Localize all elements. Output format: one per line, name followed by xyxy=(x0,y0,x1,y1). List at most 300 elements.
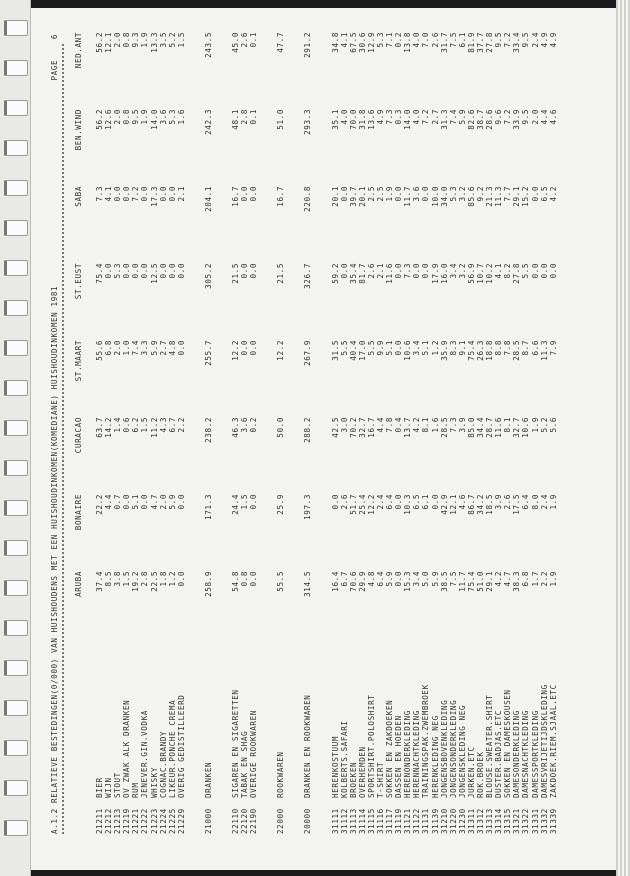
row-code: 21211 xyxy=(95,808,104,834)
cell-value: 25.4 xyxy=(357,494,367,515)
cell-value: 3.4 xyxy=(448,263,458,279)
cell-value: 25.9 xyxy=(276,494,286,515)
table-row xyxy=(503,32,512,834)
cell-value: 7.5 xyxy=(448,571,458,587)
cell-value: 7.2 xyxy=(421,109,431,125)
cell-value: 7.7 xyxy=(503,186,513,202)
cell-value: 5.3 xyxy=(167,109,177,125)
cell-value: 33.4 xyxy=(512,32,522,53)
row-label: DRANKEN xyxy=(203,761,213,798)
cell-value: 11.2 xyxy=(149,417,159,438)
row-code: 22110 xyxy=(231,808,241,834)
row-code: 31114 xyxy=(357,808,367,834)
cell-value: 288.2 xyxy=(303,417,313,443)
ring xyxy=(4,500,28,516)
row-code: 22120 xyxy=(240,808,250,834)
cell-value: 11.7 xyxy=(457,571,467,592)
cell-value: 0.0 xyxy=(249,263,259,279)
table-row xyxy=(403,32,412,834)
cell-value: 82.6 xyxy=(466,109,476,130)
cell-value: 6.1 xyxy=(457,32,467,48)
row-code: 22190 xyxy=(249,808,259,834)
data-table xyxy=(72,32,558,834)
cell-value: 59.2 xyxy=(330,263,340,284)
cell-value: 1.5 xyxy=(176,32,186,48)
cell-value: 2.0 xyxy=(530,109,540,125)
cell-value: 0.0 xyxy=(394,571,404,587)
cell-value: 6.4 xyxy=(385,494,395,510)
cell-value: 7.3 xyxy=(385,109,395,125)
cell-value: 1.5 xyxy=(240,494,250,510)
cell-value: 35.4 xyxy=(348,263,358,284)
cell-value: 2.0 xyxy=(113,109,123,125)
table-row xyxy=(140,32,149,834)
cell-value: 4.9 xyxy=(548,32,558,48)
cell-value: 0.0 xyxy=(122,263,132,279)
row-code: 31339 xyxy=(548,808,558,834)
cell-value: 0.0 xyxy=(140,186,150,202)
cell-value: 2.5 xyxy=(375,186,385,202)
cell-value: 10.6 xyxy=(521,417,531,438)
cell-value: 86.7 xyxy=(466,494,476,515)
col-header-ned-ant: NED.ANT xyxy=(74,32,83,69)
row-label: OVERIG GEDISTILLEERD xyxy=(176,694,186,798)
cell-value: 5.5 xyxy=(366,340,376,356)
row-label: COGNAC.BRANDY xyxy=(158,730,168,798)
cell-value: 55.6 xyxy=(95,340,104,361)
cell-value: 9.1 xyxy=(457,340,467,356)
cell-value: 35.1 xyxy=(330,109,340,130)
cell-value: 2.6 xyxy=(366,263,376,279)
cell-value: 40.4 xyxy=(348,340,358,361)
cell-value: 0.3 xyxy=(394,109,404,125)
cell-value: 34.4 xyxy=(476,417,485,438)
cell-value: 6.6 xyxy=(530,340,540,356)
row-label: KOLBERTS.SAFARI xyxy=(339,720,349,798)
row-code: 21229 xyxy=(176,808,186,834)
cell-value: 5.9 xyxy=(430,571,440,587)
cell-value: 5.0 xyxy=(421,571,431,587)
row-code: 31112 xyxy=(339,808,349,834)
cell-value: 8.1 xyxy=(421,417,431,433)
ring xyxy=(4,380,28,396)
cell-value: 13.6 xyxy=(366,109,376,130)
cell-value: 0.0 xyxy=(339,263,349,279)
row-label: TABAK EN SHAG xyxy=(240,730,250,798)
cell-value: 42.5 xyxy=(330,417,340,438)
cell-value: 6.4 xyxy=(521,494,531,510)
cell-value: 32.7 xyxy=(357,417,367,438)
table-row xyxy=(476,32,485,834)
cell-value: 0.0 xyxy=(394,494,404,510)
cell-value: 6.5 xyxy=(412,494,422,510)
cell-value: 3.8 xyxy=(113,571,123,587)
cell-value: 0.0 xyxy=(240,263,250,279)
document-title: A.1.2 RELATIEVE BESTEDINGEN(0/000) VAN HUISHOUDENS MET EEN HUISHOUDINKOMEN(KOMEDIANE) HUISHOUDINKOMEN 1981 xyxy=(50,285,59,834)
cell-value: 0.0 xyxy=(530,186,540,202)
cell-value: 0.0 xyxy=(394,263,404,279)
row-code: 21221 xyxy=(131,808,141,834)
cell-value: 8.0 xyxy=(530,494,540,510)
row-code: 31220 xyxy=(448,808,458,834)
row-label: OVERIGE ROOKWAREN xyxy=(249,710,259,798)
table-row xyxy=(521,32,530,834)
cell-value: 0.2 xyxy=(394,32,404,48)
cell-value: 1.4 xyxy=(113,417,123,433)
cell-value: 3.5 xyxy=(158,32,168,48)
cell-value: 20.1 xyxy=(330,186,340,207)
cell-value: 5.1 xyxy=(385,340,395,356)
cell-value: 242.3 xyxy=(203,109,213,135)
table-row xyxy=(512,32,521,834)
cell-value: 4.1 xyxy=(494,263,504,279)
table-row xyxy=(494,32,503,834)
cell-value: 4.6 xyxy=(548,109,558,125)
cell-value: 0.0 xyxy=(330,494,340,510)
ring xyxy=(4,140,28,156)
row-code: 31332 xyxy=(539,808,549,834)
cell-value: 1.6 xyxy=(430,417,440,433)
cell-value: 0.8 xyxy=(240,571,250,587)
cell-value: 0.0 xyxy=(394,340,404,356)
cell-value: 13.3 xyxy=(149,32,159,53)
row-label: T-SHIRT xyxy=(375,761,385,798)
cell-value: 4.1 xyxy=(339,32,349,48)
cell-value: 10.7 xyxy=(476,263,485,284)
ring xyxy=(4,700,28,716)
cell-value: 38.7 xyxy=(476,109,485,130)
cell-value: 4.7 xyxy=(503,571,513,587)
cell-value: 1.5 xyxy=(122,571,132,587)
cell-value: 10.2 xyxy=(485,263,495,284)
table-row xyxy=(449,32,458,834)
cell-value: 10.6 xyxy=(403,340,413,361)
cell-value: 12.2 xyxy=(231,340,241,361)
cell-value: 11.6 xyxy=(494,417,504,438)
row-code: 31313 xyxy=(485,808,495,834)
cell-value: 4.4 xyxy=(539,109,549,125)
row-label: DASSEN EN HOEDEN xyxy=(394,715,404,798)
ring xyxy=(4,740,28,756)
row-label: SOKKEN EN ZAKDOEKEN xyxy=(385,699,395,798)
row-label: DAMESNACHTKLEDING xyxy=(521,710,531,798)
row-code: 21212 xyxy=(104,808,114,834)
table-row xyxy=(549,32,558,834)
cell-value: 0.0 xyxy=(249,340,259,356)
cell-value: 238.2 xyxy=(203,417,213,443)
header-rule xyxy=(62,44,64,834)
cell-value: 0.0 xyxy=(158,263,168,279)
cell-value: 1.9 xyxy=(530,417,540,433)
cell-value: 29.9 xyxy=(357,571,367,592)
cell-value: 21.3 xyxy=(485,186,495,207)
cell-value: 4.2 xyxy=(494,571,504,587)
cell-value: 0.0 xyxy=(421,186,431,202)
row-label: OV ZWAK ALK DRANKEN xyxy=(122,699,132,798)
table-row xyxy=(431,32,440,834)
row-label: ROOKWAREN xyxy=(276,751,286,798)
cell-value: 5.1 xyxy=(421,340,431,356)
cell-value: 6.7 xyxy=(167,417,177,433)
row-code: 31331 xyxy=(530,808,540,834)
cell-value: 255.7 xyxy=(203,340,213,366)
table-row xyxy=(440,32,449,834)
cell-value: 6.4 xyxy=(375,571,385,587)
table-row xyxy=(131,32,140,834)
cell-value: 0.0 xyxy=(548,263,558,279)
cell-value: 0.0 xyxy=(140,263,150,279)
row-code: 21224 xyxy=(158,808,168,834)
cell-value: 2.6 xyxy=(430,32,440,48)
row-code: 31121 xyxy=(403,808,413,834)
cell-value: 4.3 xyxy=(158,417,168,433)
row-label: JONGENSBOVENKLEDING xyxy=(439,699,449,798)
cell-value: 12.6 xyxy=(104,109,114,130)
cell-value: 0.0 xyxy=(249,494,259,510)
cell-value: 70.2 xyxy=(348,417,358,438)
cell-value: 9.9 xyxy=(375,340,385,356)
cell-value: 1.9 xyxy=(385,186,395,202)
cell-value: 42.9 xyxy=(439,494,449,515)
cell-value: 0.0 xyxy=(113,186,123,202)
row-code: 21219 xyxy=(122,808,132,834)
cell-value: 18.8 xyxy=(485,340,495,361)
cell-value: 21.5 xyxy=(276,263,286,284)
cell-value: 9.3 xyxy=(131,32,141,48)
cell-value: 20.1 xyxy=(357,186,367,207)
cell-value: 291.2 xyxy=(303,32,313,58)
cell-value: 10.3 xyxy=(403,494,413,515)
cell-value: 38.3 xyxy=(512,571,522,592)
col-header-st-maart: ST.MAART xyxy=(74,340,83,382)
cell-value: 0.0 xyxy=(104,263,114,279)
cell-value: 0.0 xyxy=(122,186,132,202)
cell-value: 220.8 xyxy=(303,186,313,212)
cell-value: 5.5 xyxy=(339,340,349,356)
row-label: SOKKEN EN DAMESKOUSEN xyxy=(503,689,513,798)
table-row xyxy=(467,32,476,834)
row-code: 31117 xyxy=(385,808,395,834)
table-row xyxy=(122,32,131,834)
cell-value: 63.7 xyxy=(95,417,104,438)
cell-value: 2.0 xyxy=(113,340,123,356)
cell-value: 2.6 xyxy=(503,494,513,510)
cell-value: 7.2 xyxy=(131,186,141,202)
cell-value: 11.3 xyxy=(494,186,504,207)
cell-value: 33.9 xyxy=(512,109,522,130)
cell-value: 0.0 xyxy=(249,186,259,202)
table-row xyxy=(95,32,104,834)
table-row xyxy=(204,32,213,834)
cell-value: 2.1 xyxy=(176,186,186,202)
cell-value: 243.5 xyxy=(203,32,213,58)
row-code: 31314 xyxy=(494,808,504,834)
cell-value: 32.7 xyxy=(512,417,522,438)
cell-value: 29.1 xyxy=(512,186,522,207)
cell-value: 5.9 xyxy=(149,340,159,356)
ring xyxy=(4,340,28,356)
cell-value: 10.0 xyxy=(430,186,440,207)
cell-value: 14.0 xyxy=(403,109,413,130)
cell-value: 34.0 xyxy=(439,186,449,207)
cell-value: 51.0 xyxy=(476,571,485,592)
ring xyxy=(4,460,28,476)
cell-value: 305.2 xyxy=(203,263,213,289)
row-label: DAMESSPORTKLEDING xyxy=(530,710,540,798)
cell-value: 3.9 xyxy=(457,417,467,433)
rotated-content xyxy=(26,8,616,870)
ring xyxy=(4,180,28,196)
cell-value: 2.0 xyxy=(158,494,168,510)
cell-value: 0.2 xyxy=(249,417,259,433)
row-label: DAMESONDERKLEDING xyxy=(512,710,522,798)
row-label: RUM xyxy=(131,782,141,798)
table-row xyxy=(412,32,421,834)
cell-value: 4.9 xyxy=(375,109,385,125)
cell-value: 4.6 xyxy=(457,494,467,510)
cell-value: 0.0 xyxy=(339,186,349,202)
cell-value: 5.9 xyxy=(385,571,395,587)
cell-value: 17.3 xyxy=(149,186,159,207)
cell-value: 4.2 xyxy=(412,417,422,433)
cell-value: 28.5 xyxy=(512,340,522,361)
cell-value: 3.6 xyxy=(158,109,168,125)
cell-value: 9.5 xyxy=(521,32,531,48)
cell-value: 17.5 xyxy=(512,494,522,515)
row-code: 31116 xyxy=(375,808,385,834)
cell-value: 0.8 xyxy=(122,109,132,125)
cell-value: 16.7 xyxy=(276,186,286,207)
cell-value: 6.7 xyxy=(339,571,349,587)
cell-value: 31.5 xyxy=(330,340,340,361)
table-row xyxy=(113,32,122,834)
cell-value: 5.3 xyxy=(375,32,385,48)
row-label: DAMESVRIJETIJDSKLEDING xyxy=(539,684,549,798)
cell-value: 5.3 xyxy=(113,263,123,279)
cell-value: 48.1 xyxy=(231,109,241,130)
cell-value: 314.5 xyxy=(303,571,313,597)
cell-value: 258.9 xyxy=(203,571,213,597)
cell-value: 27.8 xyxy=(512,263,522,284)
table-row xyxy=(376,32,385,834)
row-label: JENEVER.GIN.VODKA xyxy=(140,710,150,798)
cell-value: 5.2 xyxy=(539,417,549,433)
cell-value: 22.5 xyxy=(149,571,159,592)
row-label: TRAININGSPAK.ZWEMBROEK xyxy=(421,684,431,798)
row-label: JURKEN.ETC xyxy=(466,746,476,798)
cell-value: 1.5 xyxy=(140,417,150,433)
ring xyxy=(4,60,28,76)
cell-value: 2.8 xyxy=(240,109,250,125)
cell-value: 75.4 xyxy=(95,263,104,284)
cell-value: 31.7 xyxy=(439,32,449,53)
cell-value: 3.9 xyxy=(494,494,504,510)
table-row xyxy=(303,32,312,834)
cell-value: 2.2 xyxy=(176,417,186,433)
ring xyxy=(4,580,28,596)
table-row xyxy=(358,32,367,834)
cell-value: 0.1 xyxy=(249,32,259,48)
cell-value: 5.2 xyxy=(167,32,177,48)
cell-value: 3.3 xyxy=(140,340,150,356)
cell-value: 7.3 xyxy=(448,417,458,433)
row-label: BROEKEN xyxy=(348,761,358,798)
cell-value: 0.0 xyxy=(530,263,540,279)
cell-value: 0.0 xyxy=(176,494,186,510)
table-row xyxy=(249,32,258,834)
cell-value: 34.8 xyxy=(330,32,340,53)
row-code: 31210 xyxy=(439,808,449,834)
cell-value: 51.0 xyxy=(276,109,286,130)
cell-value: 51.7 xyxy=(348,494,358,515)
binder-rings xyxy=(0,0,31,876)
cell-value: 11.3 xyxy=(539,340,549,361)
cell-value: 1.9 xyxy=(140,109,150,125)
cell-value: 1.2 xyxy=(167,571,177,587)
cell-value: 70.6 xyxy=(348,571,358,592)
cell-value: 0.8 xyxy=(122,32,132,48)
table-row xyxy=(150,32,159,834)
row-label-header xyxy=(72,648,86,834)
cell-value: 9.5 xyxy=(494,32,504,48)
cell-value: 70.0 xyxy=(348,109,358,130)
table-row xyxy=(276,32,285,834)
page-label: PAGE xyxy=(50,59,59,81)
cell-value: 2.6 xyxy=(240,32,250,48)
row-code: 20000 xyxy=(303,808,313,834)
row-label: WHISKY xyxy=(149,766,159,798)
cell-value: 0.0 xyxy=(240,340,250,356)
cell-value: 8.5 xyxy=(104,571,114,587)
cell-value: 18.5 xyxy=(485,494,495,515)
cell-value: 3.6 xyxy=(240,417,250,433)
cell-value: 4.1 xyxy=(104,186,114,202)
cell-value: 0.0 xyxy=(140,494,150,510)
row-label: JONGENSONDERKLEDING xyxy=(448,699,458,798)
cell-value: 0.0 xyxy=(394,186,404,202)
cell-value: 14.2 xyxy=(104,417,114,438)
row-label: HERENKOSTUUM xyxy=(330,735,340,798)
ring xyxy=(4,220,28,236)
table-row xyxy=(385,32,394,834)
cell-value: 9.2 xyxy=(476,186,485,202)
cell-value: 0.0 xyxy=(158,186,168,202)
row-code: 31321 xyxy=(512,808,522,834)
cell-value: 3.4 xyxy=(412,340,422,356)
row-label: JONGENSKLEDING NEG xyxy=(457,704,467,798)
table-row xyxy=(168,32,177,834)
cell-value: 0.1 xyxy=(249,109,259,125)
row-code: 31131 xyxy=(421,808,431,834)
cell-value: 15.2 xyxy=(521,186,531,207)
cell-value: 7.8 xyxy=(385,417,395,433)
cell-value: 5.5 xyxy=(521,263,531,279)
table-row xyxy=(458,32,467,834)
cell-value: 1.7 xyxy=(530,571,540,587)
cell-value: 75.4 xyxy=(466,571,476,592)
document-page xyxy=(26,8,616,870)
cell-value: 9.6 xyxy=(494,109,504,125)
table-row xyxy=(177,32,186,834)
cell-value: 12.1 xyxy=(448,494,458,515)
row-code: 21222 xyxy=(140,808,150,834)
row-label: HERENNACHTKLEDING xyxy=(412,710,422,798)
ring xyxy=(4,420,28,436)
cell-value: 27.8 xyxy=(485,32,495,53)
cell-value: 38.5 xyxy=(439,571,449,592)
table-row xyxy=(240,32,249,834)
table-row xyxy=(231,32,240,834)
